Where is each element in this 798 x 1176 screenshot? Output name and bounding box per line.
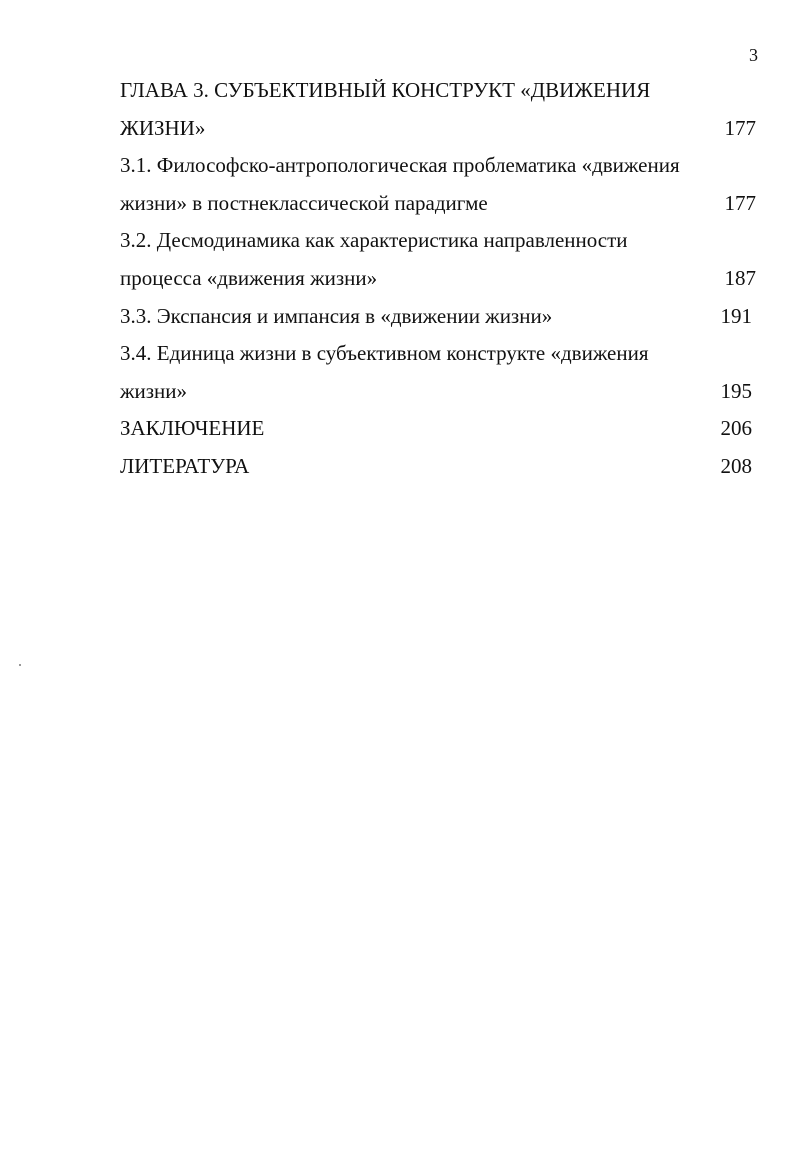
- toc-entry-title: [120, 335, 756, 410]
- toc-entry-page: 187: [724, 265, 756, 290]
- toc-entry-page: 195: [720, 378, 752, 403]
- scan-speck: [19, 664, 21, 666]
- toc-entry-references: [120, 448, 756, 486]
- page-number: 3: [749, 45, 758, 65]
- toc-entry-title-line: ЗАКЛЮЧЕНИЕ: [120, 416, 265, 441]
- toc-entry-title: [120, 72, 756, 147]
- toc-entry-title: [120, 448, 756, 486]
- toc-entry-title: [120, 147, 756, 222]
- toc-entry-title-line: жизни» в постнеклассической парадигме: [120, 190, 488, 215]
- toc-entry-section-3-1: [120, 147, 756, 222]
- toc-entry-title-line: ГЛАВА 3. СУБЪЕКТИВНЫЙ КОНСТРУКТ «ДВИЖЕНИЯ: [120, 78, 651, 102]
- toc-entry-title-line: ЛИТЕРАТУРА: [120, 453, 250, 478]
- toc-entry-page: 191: [720, 303, 752, 328]
- toc-entry-title-line: жизни»: [120, 378, 188, 403]
- toc-entry-conclusion: [120, 410, 756, 448]
- toc-entry-section-3-2: [120, 222, 756, 297]
- toc-entry-title-line: ЖИЗНИ»: [120, 115, 206, 140]
- toc-entry-section-3-4: [120, 335, 756, 410]
- toc-entry-page: 177: [724, 115, 756, 140]
- toc-entry-title-line: 3.4. Единица жизни в субъективном конструкте «движения: [120, 341, 649, 366]
- toc-entry-title-line: 3.1. Философско-антропологическая проблематика «движения: [120, 153, 680, 178]
- toc-entry-title: [120, 298, 756, 336]
- table-of-contents: [120, 72, 756, 486]
- toc-entry-page: 177: [724, 190, 756, 215]
- toc-entry-title-line: 3.2. Десмодинамика как характеристика направленности: [120, 228, 628, 253]
- toc-entry-page: 208: [720, 453, 752, 478]
- toc-entry-chapter-3: [120, 72, 756, 147]
- toc-entry-section-3-3: [120, 298, 756, 336]
- toc-entry-page: 206: [720, 416, 752, 441]
- toc-entry-title-line: 3.3. Экспансия и импансия в «движении жизни»: [120, 303, 553, 328]
- toc-entry-title: [120, 222, 756, 297]
- toc-entry-title-line: процесса «движения жизни»: [120, 265, 378, 290]
- toc-entry-title: [120, 410, 756, 448]
